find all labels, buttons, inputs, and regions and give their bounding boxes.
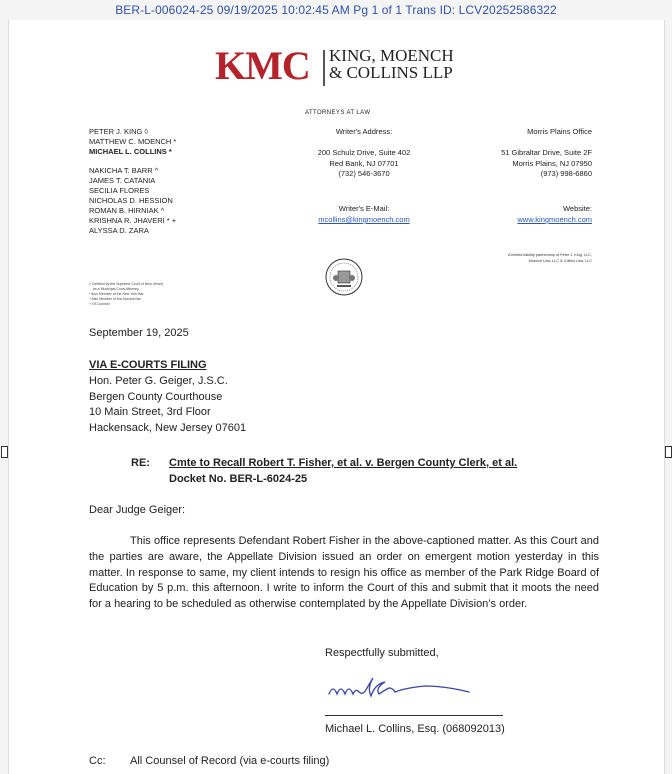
writers-address-block: Writer's Address: 200 Schulz Drive, Suite 402 Red Bank, NJ 07701 (732) 546-3670 Writer's E-Mail: mcollins@kingmoench.com: [279, 127, 449, 226]
logo-divider: [323, 50, 325, 86]
writers-email-label: Writer's E-Mail:: [338, 204, 390, 214]
recipient-address: VIA E-COURTS FILING Hon. Peter G. Geiger, J.S.C. Bergen County Courthouse 10 Main Street, 3rd Floor Hackensack, New Jersey 07601: [89, 359, 247, 435]
roster-name: SECILIA FLORES: [89, 186, 150, 195]
state-seal-icon: [325, 258, 363, 296]
signature: [325, 676, 503, 706]
partnership-note: A limited liability partnership of Peter J. King, LLC, Moench Law, LLC & Collins Law, LLC: [508, 253, 592, 263]
page-edge-marker: [1, 446, 8, 458]
roster-name: MICHAEL L. COLLINS *: [89, 147, 172, 156]
letter-page: [8, 20, 665, 774]
salutation: Dear Judge Geiger:: [89, 504, 185, 516]
website-link[interactable]: www.kingmoench.com: [517, 214, 592, 224]
writers-address-label: Writer's Address:: [335, 127, 393, 136]
roster-name: NICHOLAS D. HESSION: [89, 196, 173, 205]
roster-name: ALYSSA D. ZARA: [89, 226, 149, 235]
website-label: Website:: [562, 204, 592, 214]
letter-date: September 19, 2025: [89, 327, 189, 339]
office-block: Morris Plains Office 51 Gibraltar Drive, Suite 2F Morris Plains, NJ 07950 (973) 998-6860 Website: www.kingmoench.com: [464, 127, 592, 226]
closing: Respectfully submitted,: [325, 647, 439, 659]
filing-header-stamp: BER-L-006024-25 09/19/2025 10:02:45 AM Pg 1 of 1 Trans ID: LCV20252586322: [115, 3, 557, 17]
docket-number: Docket No. BER-L-6024-25: [169, 472, 308, 485]
firm-name: [329, 47, 454, 81]
firm-name-line1: KING, MOENCH: [329, 46, 454, 65]
roster-name: PETER J. KING ◊: [89, 127, 149, 136]
cc-recipients: All Counsel of Record (via e-courts filing): [130, 755, 330, 767]
roster-name: NAKICHA T. BARR ^: [89, 166, 159, 175]
re-label: RE:: [131, 457, 150, 469]
firm-name-line2: & COLLINS LLP: [329, 63, 453, 82]
roster-footnotes: ◊ Certified by the Supreme Court of New Jersey as a Municipal Court Attorney * Also Member of the New York Bar ^ Also Member of the Arizona Bar + Of Counsel: [89, 282, 164, 306]
signer-name: Michael L. Collins, Esq. (068092013): [325, 723, 505, 735]
roster-name: JAMES T. CATANIA: [89, 176, 156, 185]
attorneys-at-law: ATTORNEYS AT LAW: [305, 110, 371, 116]
roster-name: KRISHNA R. JHAVERI * +: [89, 216, 177, 225]
attorney-roster: [89, 127, 176, 236]
roster-name: ROMAN B. HIRNIAK ^: [89, 206, 165, 215]
office-label: Morris Plains Office: [527, 127, 592, 136]
re-caption: Cmte to Recall Robert T. Fisher, et al. v. Bergen County Clerk, et al. Docket No. BER-L-6024-25: [169, 456, 517, 488]
roster-name: MATTHEW C. MOENCH *: [89, 137, 177, 146]
page-edge-marker: [665, 446, 672, 458]
writers-email-link[interactable]: mcollins@kingmoench.com: [318, 214, 410, 224]
delivery-method: VIA E-COURTS FILING: [89, 359, 207, 371]
firm-logo: KMC: [215, 43, 310, 88]
letter-body: This office represents Defendant Robert Fisher in the above-captioned matter. As this Court and the parties are aware, the Appellate Division issued an order on emergent motion yesterday in this matter. In response to same, my client intends to resign his office as member of the Park Ridge Board of Education by 5 p.m. this afternoon. I write to inform the Court of this and submit that it moots the need for a hearing to be scheduled as otherwise contemplated by the Appellate Division’s order.: [89, 535, 599, 611]
cc-label: Cc:: [89, 755, 106, 767]
signature-line: [325, 715, 503, 716]
